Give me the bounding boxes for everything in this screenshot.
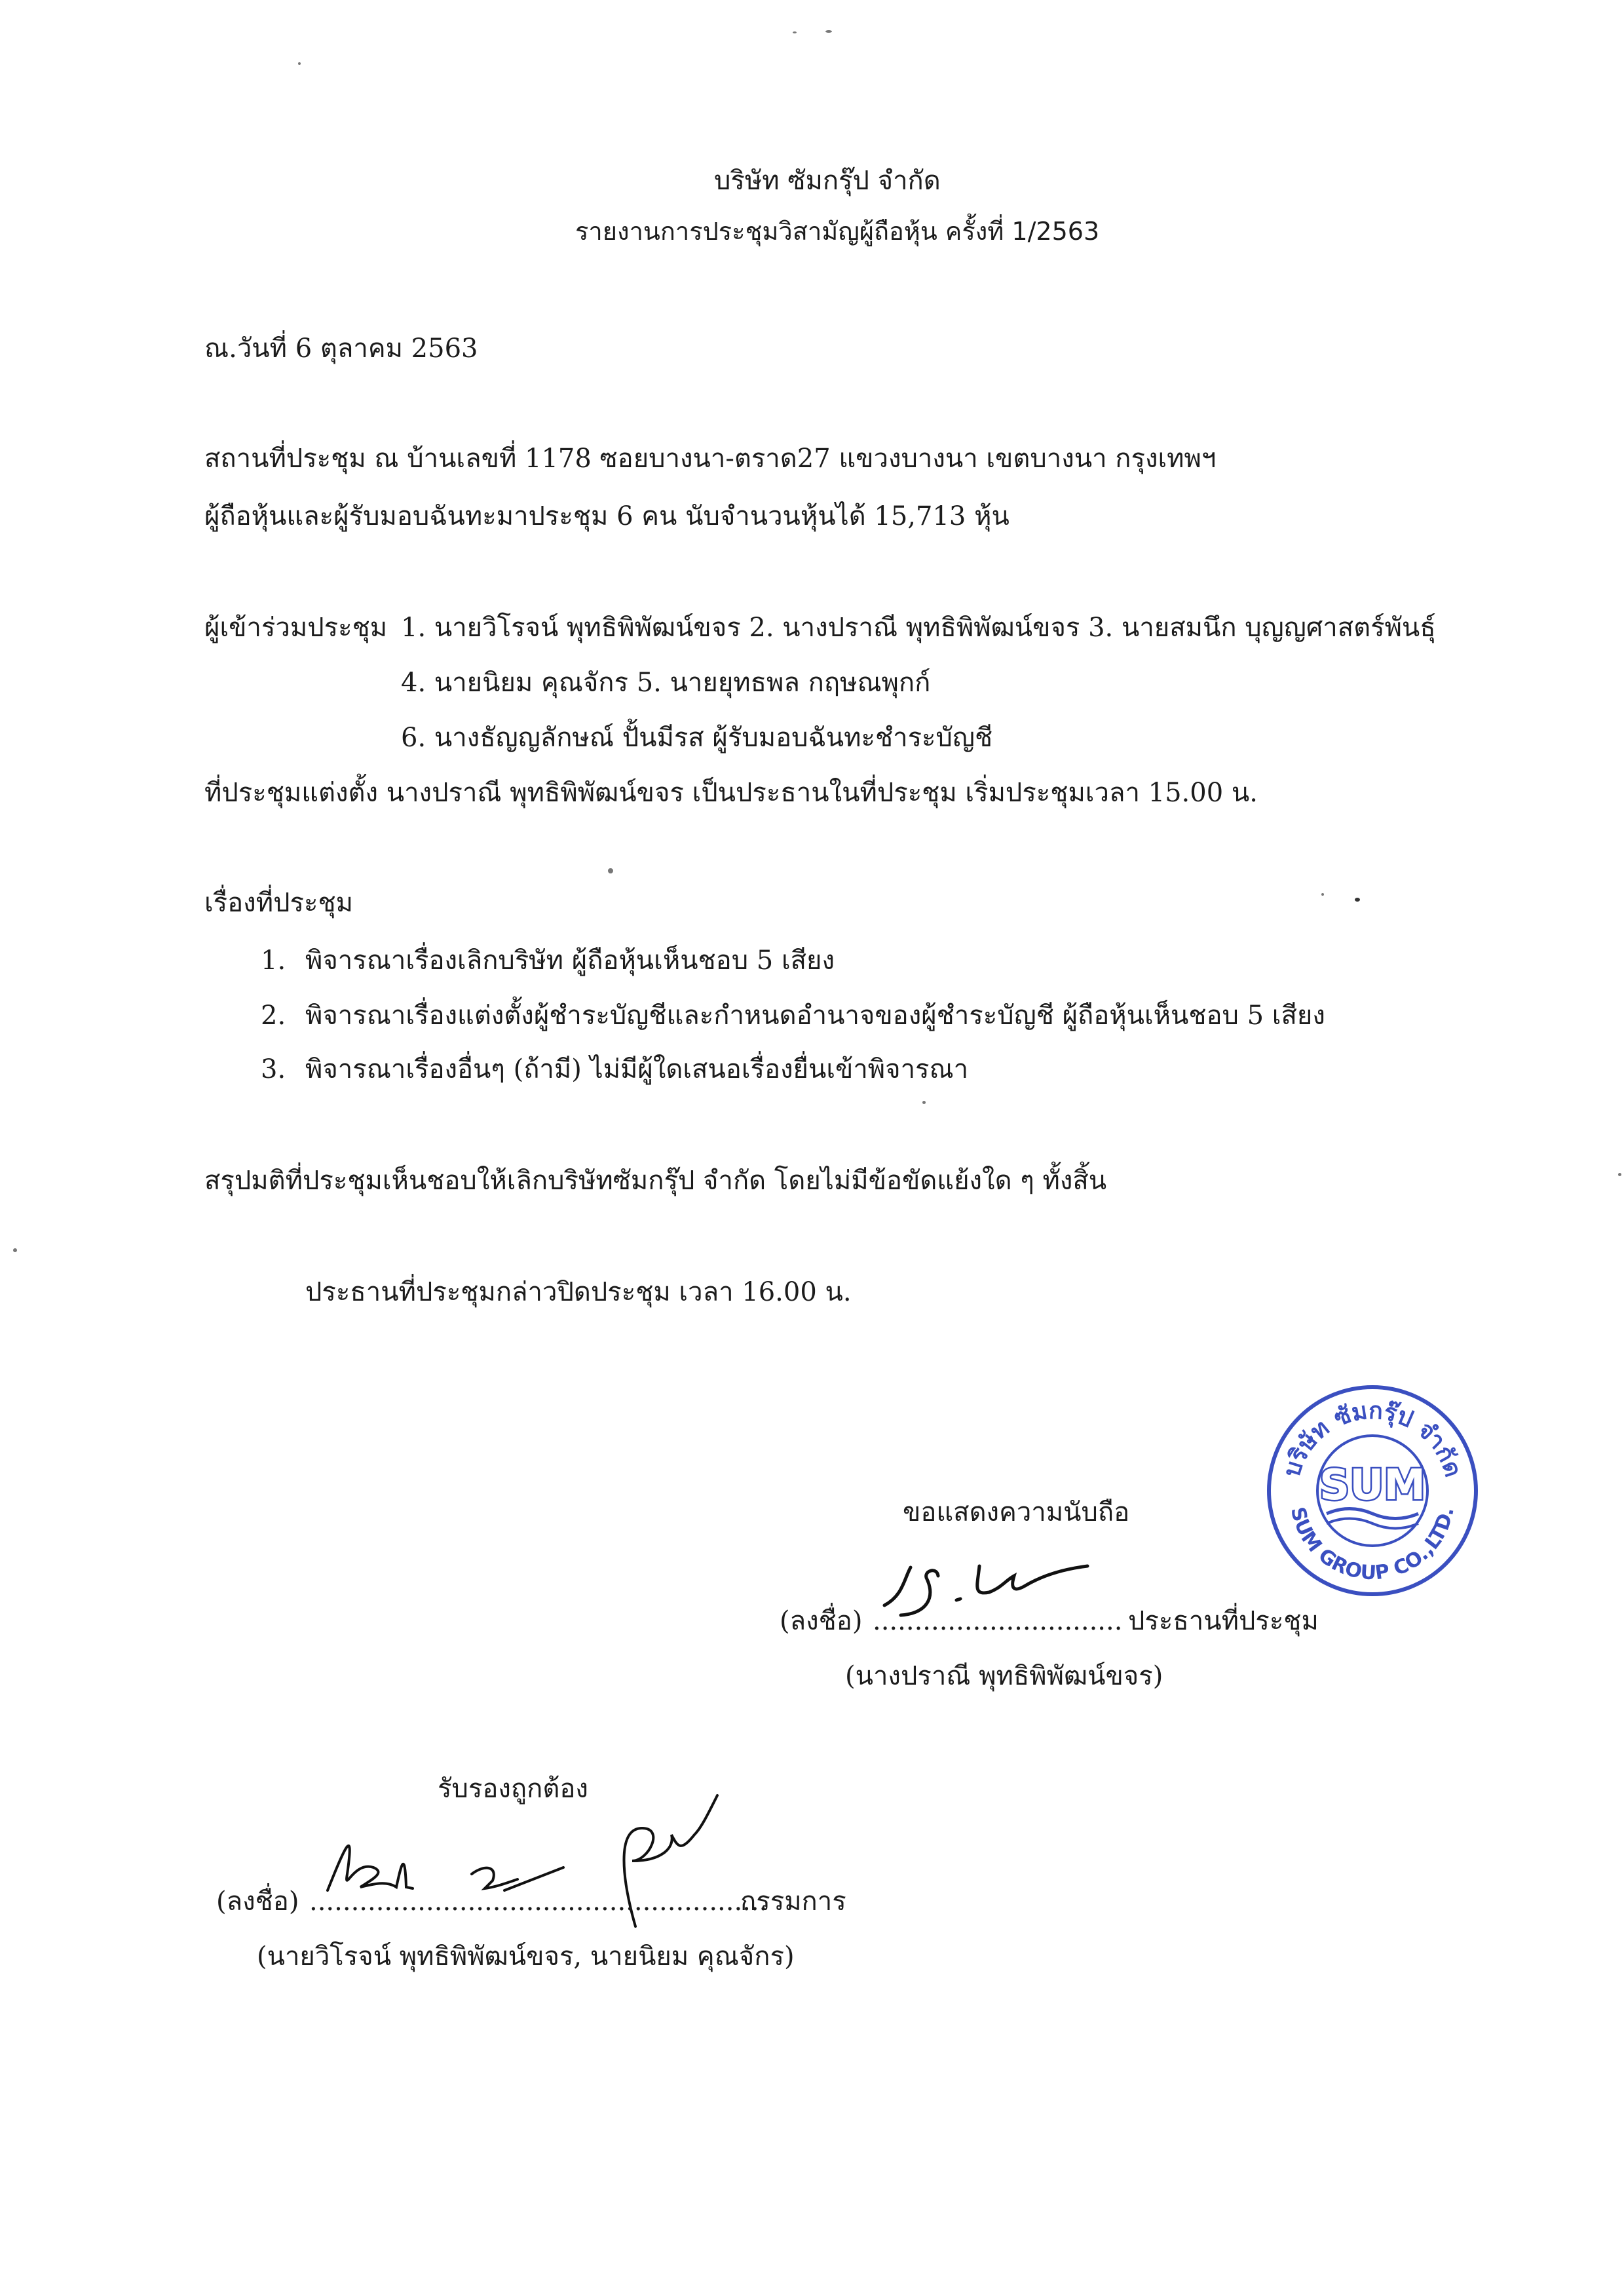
attendees-line: 4. นายนิยม คุณจักร 5. นายยุทธพล กฤษณพุกก์ <box>401 668 931 698</box>
certified-text: รับรองถูกต้อง <box>438 1774 588 1804</box>
agenda-item-text: พิจารณาเรื่องเลิกบริษัท ผู้ถือหุ้นเห็นชอบ 5 เสียง <box>305 946 835 976</box>
resolution-summary: สรุปมติที่ประชุมเห็นชอบให้เลิกบริษัทซัมกรุ๊ป จำกัด โดยไม่มีข้อขัดแย้งใด ๆ ทั้งสิ้น <box>204 1166 1107 1196</box>
regards-text: ขอแสดงความนับถือ <box>903 1497 1130 1527</box>
director-printed-names: (นายวิโรจน์ พุทธิพิพัฒน์ขจร, นายนิยม คุณจักร) <box>257 1942 795 1972</box>
agenda-item-number: 1. <box>261 946 286 976</box>
meeting-venue: สถานที่ประชุม ณ บ้านเลขที่ 1178 ซอยบางนา-ตราด27 แขวงบางนา เขตบางนา กรุงเทพฯ <box>204 444 1217 474</box>
chairperson-line: ที่ประชุมแต่งตั้ง นางปราณี พุทธิพิพัฒน์ขจร เป็นประธานในที่ประชุม เริ่มประชุมเวลา 15.00 น. <box>204 778 1258 808</box>
report-title: รายงานการประชุมวิสามัญผู้ถือหุ้น ครั้งที่ 1/2563 <box>575 217 1100 246</box>
agenda-item-number: 3. <box>261 1054 286 1084</box>
svg-text:SUM: SUM <box>1319 1461 1426 1510</box>
attendees-label: ผู้เข้าร่วมประชุม <box>204 613 388 643</box>
agenda-heading: เรื่องที่ประชุม <box>204 888 353 918</box>
attendees-line: 6. นางธัญญลักษณ์ ปั้นมีรส ผู้รับมอบฉันทะชำระบัญชี <box>401 723 993 753</box>
attendance-count: ผู้ถือหุ้นและผู้รับมอบฉันทะมาประชุม 6 คน นับจำนวนหุ้นได้ 15,713 หุ้น <box>204 501 1010 531</box>
agenda-item-text: พิจารณาเรื่องอื่นๆ (ถ้ามี) ไม่มีผู้ใดเสนอเรื่องยื่นเข้าพิจารณา <box>305 1054 969 1084</box>
director-role: กรรมการ <box>740 1886 846 1917</box>
director-sign-dots: ....................................................... <box>309 1886 768 1917</box>
agenda-item-number: 2. <box>261 1001 286 1031</box>
scan-speck <box>1321 893 1324 896</box>
scan-speck <box>13 1248 17 1252</box>
closing-statement: ประธานที่ประชุมกล่าวปิดประชุม เวลา 16.00 น. <box>305 1277 852 1307</box>
company-name: บริษัท ซัมกรุ๊ป จำกัด <box>714 166 941 196</box>
seal-thai-text: บริษัท ซัมกรุ๊ป จำกัด <box>1278 1397 1467 1481</box>
scan-speck <box>793 31 797 33</box>
meeting-date: ณ.วันที่ 6 ตุลาคม 2563 <box>204 334 478 364</box>
agenda-item-text: พิจารณาเรื่องแต่งตั้งผู้ชำระบัญชีและกำหนดอำนาจของผู้ชำระบัญชี ผู้ถือหุ้นเห็นชอบ 5 เสียง <box>305 1001 1325 1031</box>
chairman-role: ประธานที่ประชุม <box>1128 1606 1319 1636</box>
scan-speck <box>1618 1173 1621 1176</box>
scan-speck <box>922 1101 926 1104</box>
scan-speck <box>298 62 301 65</box>
director-sign-prefix: (ลงชื่อ) <box>216 1886 299 1917</box>
chairman-sign-dots: .............................. <box>873 1606 1123 1636</box>
seal-english-text: SUM GROUP CO.,LTD. <box>1286 1504 1459 1585</box>
company-seal <box>1264 1383 1481 1599</box>
scan-speck <box>608 868 613 873</box>
chairman-sign-prefix: (ลงชื่อ) <box>780 1606 863 1636</box>
chairman-printed-name: (นางปราณี พุทธิพิพัฒน์ขจร) <box>845 1661 1163 1691</box>
scan-speck <box>1355 898 1360 902</box>
scan-speck <box>825 30 832 33</box>
attendees-line: 1. นายวิโรจน์ พุทธิพิพัฒน์ขจร 2. นางปราณี พุทธิพิพัฒน์ขจร 3. นายสมนึก บุญญศาสตร์พันธุ์ <box>401 613 1436 643</box>
